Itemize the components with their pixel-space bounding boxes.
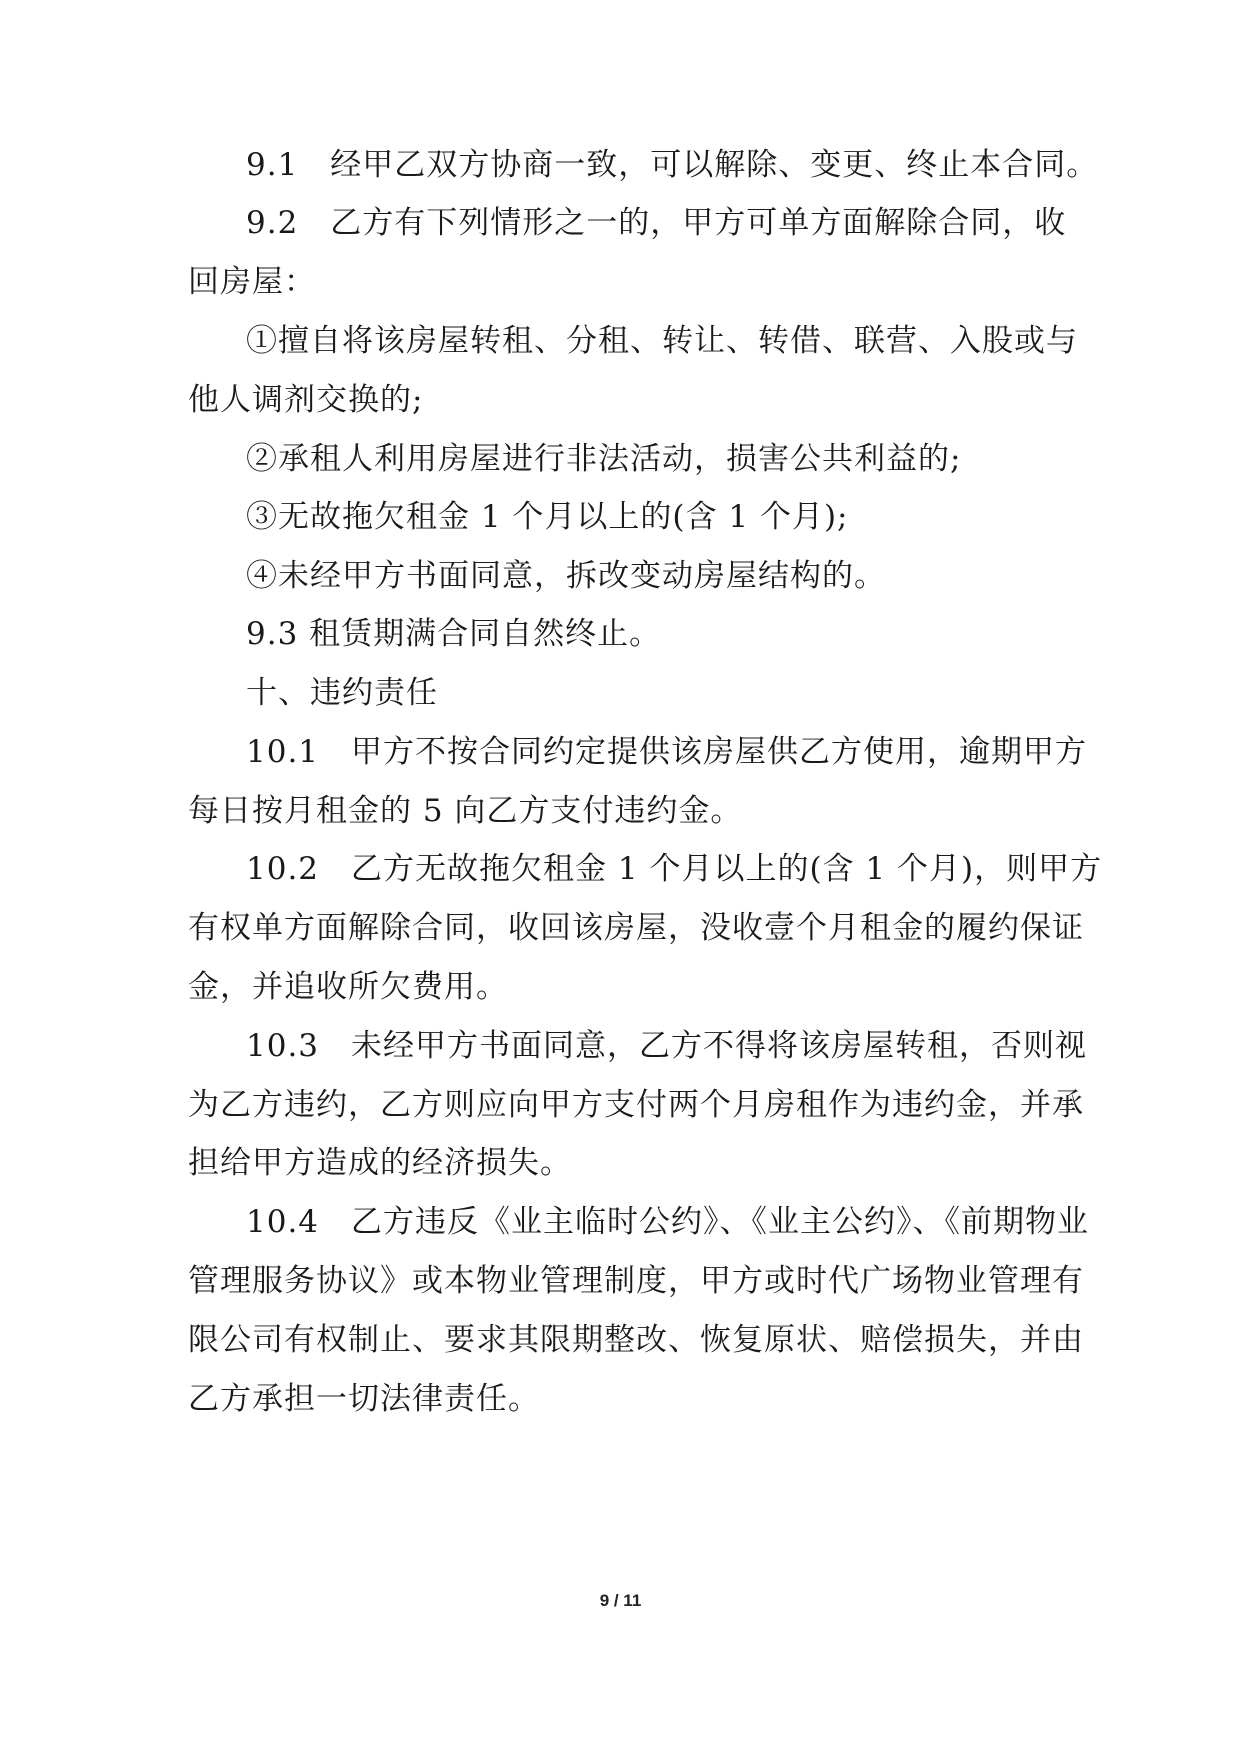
clause-10-1-line-1: 10.1 甲方不按合同约定提供该房屋供乙方使用，逾期甲方 <box>246 734 1088 770</box>
item-4: ④未经甲方书面同意，拆改变动房屋结构的。 <box>246 558 886 594</box>
clause-10-2-line-2: 有权单方面解除合同，收回该房屋，没收壹个月租金的履约保证 <box>188 910 1084 946</box>
clause-10-2-line-1: 10.2 乙方无故拖欠租金 1 个月以上的(含 1 个月)，则甲方 <box>246 851 1103 887</box>
item-3: ③无故拖欠租金 1 个月以上的(含 1 个月); <box>246 499 849 535</box>
clause-10-4-line-3: 限公司有权制止、要求其限期整改、恢复原状、赔偿损失，并由 <box>188 1322 1084 1358</box>
clause-10-2-line-3: 金，并追收所欠费用。 <box>188 969 508 1005</box>
item-1-line-2: 他人调剂交换的; <box>188 382 424 418</box>
clause-10-3-line-2: 为乙方违约，乙方则应向甲方支付两个月房租作为违约金，并承 <box>188 1087 1084 1123</box>
clause-10-3-line-3: 担给甲方造成的经济损失。 <box>188 1145 572 1181</box>
clause-10-4-line-1: 10.4 乙方违反《业主临时公约》、《业主公约》、《前期物业 <box>246 1204 1090 1240</box>
clause-10-4-line-4: 乙方承担一切法律责任。 <box>188 1381 540 1417</box>
item-2: ②承租人利用房屋进行非法活动，损害公共利益的; <box>246 441 962 477</box>
item-1-line-1: ①擅自将该房屋转租、分租、转让、转借、联营、入股或与 <box>246 323 1078 359</box>
page-number: 9 / 11 <box>599 1591 642 1610</box>
clause-9-1: 9.1 经甲乙双方协商一致，可以解除、变更、终止本合同。 <box>246 147 1099 183</box>
clause-10-1-line-2: 每日按月租金的 5 向乙方支付违约金。 <box>188 793 743 829</box>
clause-10-4-line-2: 管理服务协议》或本物业管理制度，甲方或时代广场物业管理有 <box>188 1263 1084 1299</box>
clause-10-3-line-1: 10.3 未经甲方书面同意，乙方不得将该房屋转租，否则视 <box>246 1028 1088 1064</box>
clause-9-3: 9.3 租赁期满合同自然终止。 <box>246 616 662 652</box>
clause-9-2-line-2: 回房屋： <box>188 264 316 300</box>
section-heading-10: 十、违约责任 <box>246 675 438 711</box>
clause-9-2-line-1: 9.2 乙方有下列情形之一的，甲方可单方面解除合同，收 <box>246 205 1067 241</box>
